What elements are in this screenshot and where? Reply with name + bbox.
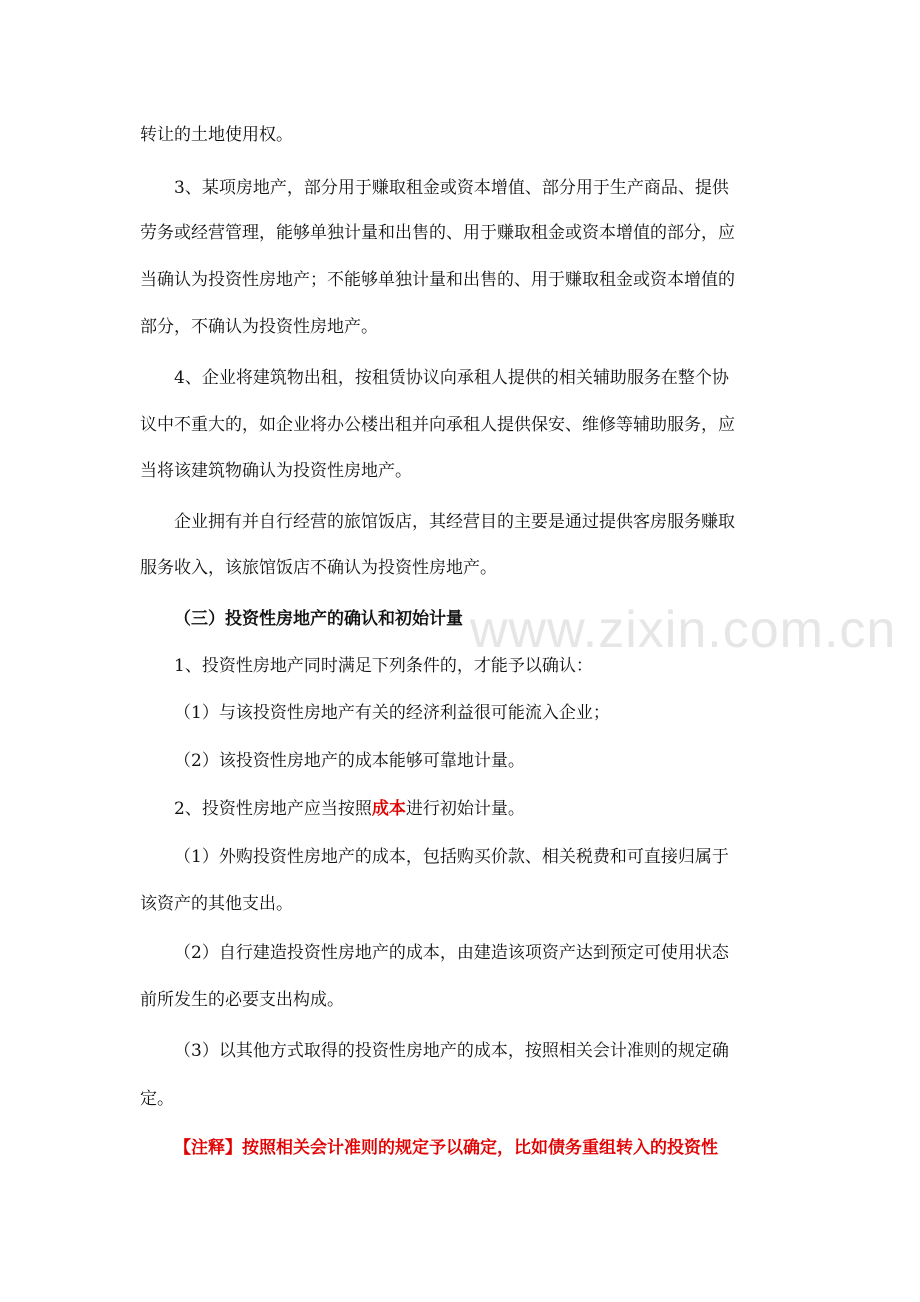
note-line: 【注释】按照相关会计准则的规定予以确定，比如债务重组转入的投资性: [174, 1138, 718, 1158]
paragraph-line: 转让的土地使用权。: [140, 125, 293, 145]
paragraph-line: 4、企业将建筑物出租，按租赁协议向承租人提供的相关辅助服务在整个协: [174, 368, 729, 388]
paragraph-line: [0, 797, 920, 821]
paragraph-line: 3、某项房地产，部分用于赚取租金或资本增值、部分用于生产商品、提供: [174, 178, 729, 198]
paragraph-line: 议中不重大的，如企业将办公楼出租并向承租人提供保安、维修等辅助服务，应: [140, 415, 735, 435]
watermark: www.zixin.com.cn: [470, 601, 897, 659]
paragraph-line: 前所发生的必要支出构成。: [140, 990, 344, 1010]
paragraph-line: 当将该建筑物确认为投资性房地产。: [140, 461, 412, 481]
paragraph-line: 劳务或经营管理，能够单独计量和出售的、用于赚取租金或资本增值的部分，应: [140, 223, 735, 243]
paragraph-line: （2）该投资性房地产的成本能够可靠地计量。: [174, 751, 525, 771]
paragraph-line: 定。: [140, 1089, 174, 1109]
paragraph-line: 服务收入，该旅馆饭店不确认为投资性房地产。: [140, 558, 497, 578]
paragraph-line: 当确认为投资性房地产；不能够单独计量和出售的、用于赚取租金或资本增值的: [140, 270, 735, 290]
paragraph-line: （1）与该投资性房地产有关的经济利益很可能流入企业；: [174, 703, 610, 723]
text-segment: 进行初始计量。: [405, 799, 525, 819]
emphasis-text: 成本: [371, 799, 406, 819]
section-heading: （三）投资性房地产的确认和初始计量: [174, 609, 463, 629]
paragraph-line: （1）外购投资性房地产的成本，包括购买价款、相关税费和可直接归属于: [174, 847, 729, 867]
text-segment: 2、投资性房地产应当按照: [174, 799, 372, 819]
paragraph-line: 企业拥有并自行经营的旅馆饭店，其经营目的主要是通过提供客房服务赚取: [174, 512, 735, 532]
paragraph-line: （3）以其他方式取得的投资性房地产的成本，按照相关会计准则的规定确: [174, 1041, 729, 1061]
paragraph-line: 1、投资性房地产同时满足下列条件的，才能予以确认：: [174, 656, 593, 676]
paragraph-line: 部分，不确认为投资性房地产。: [140, 317, 378, 337]
paragraph-line: （2）自行建造投资性房地产的成本，由建造该项资产达到预定可使用状态: [174, 943, 729, 963]
paragraph-line: 该资产的其他支出。: [140, 894, 293, 914]
